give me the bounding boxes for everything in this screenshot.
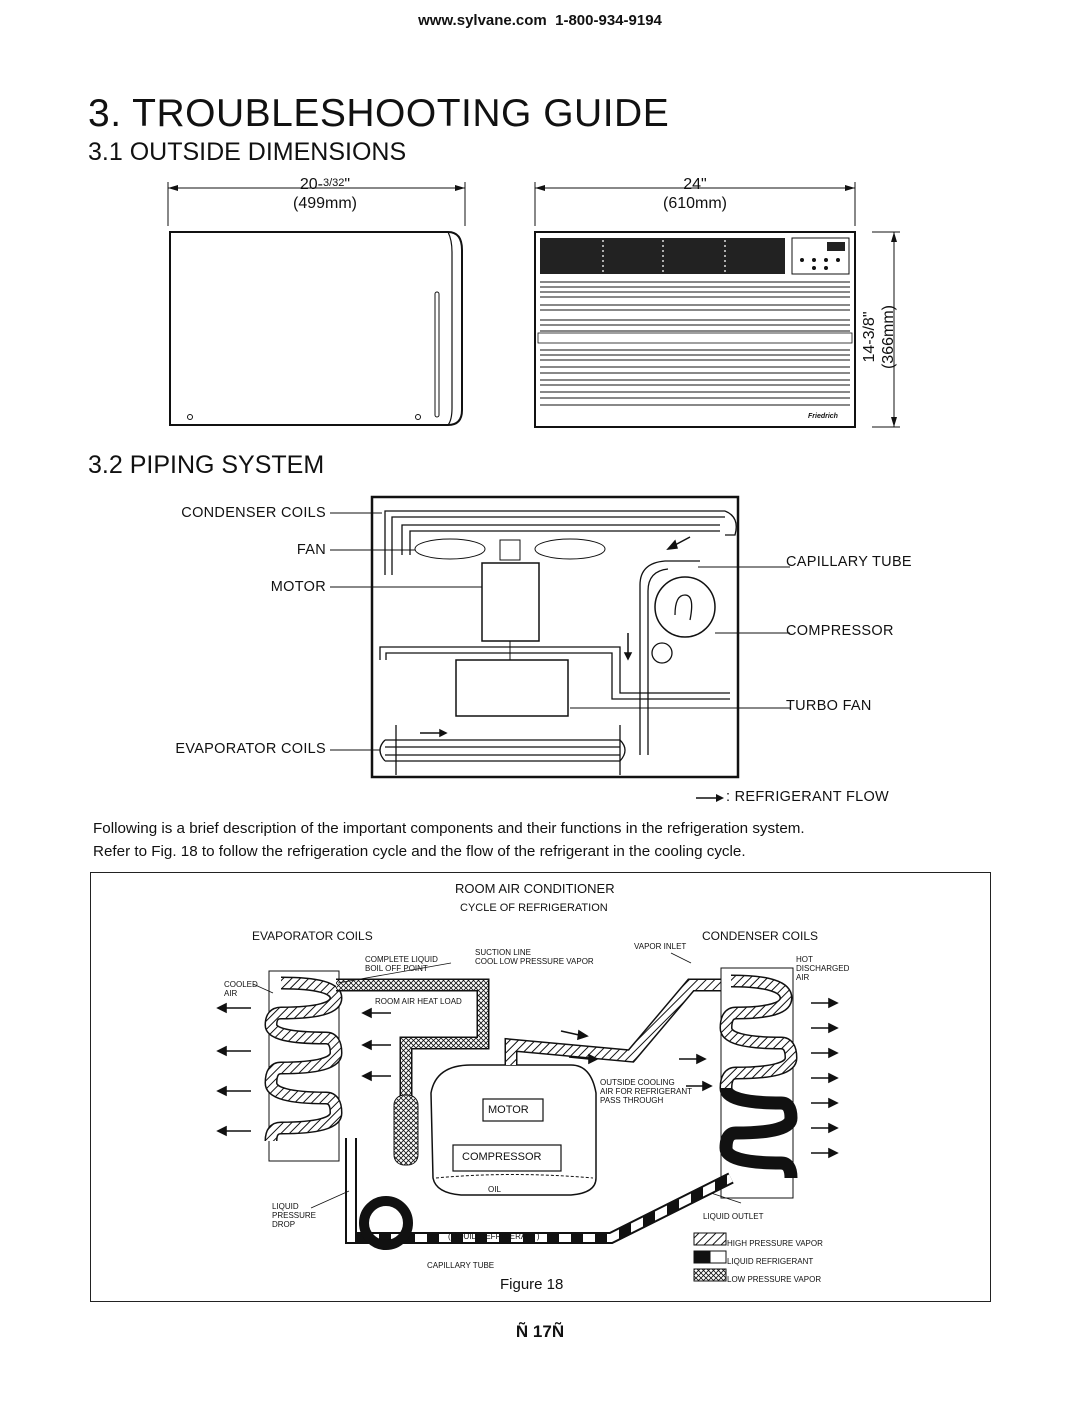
legend-high-pressure-vapor: HIGH PRESSURE VAPOR: [727, 1239, 823, 1248]
page-number: Ñ 17Ñ: [515, 1322, 565, 1341]
fig-label-liquid-outlet: LIQUID OUTLET: [703, 1212, 764, 1221]
fan-shape: [415, 539, 605, 560]
fig-label-compressor: COMPRESSOR: [462, 1151, 542, 1163]
piping-system-diagram: [330, 495, 790, 815]
fig-label-capillary-tube: CAPILLARY TUBE: [427, 1261, 495, 1270]
motor-shape: [482, 563, 539, 641]
fig-label-evaporator-coils: EVAPORATOR COILS: [252, 929, 373, 943]
turbo-fan-shape: [456, 660, 568, 716]
label-capillary-tube: CAPILLARY TUBE: [786, 554, 912, 570]
refrigerant-flow-arrow-icon: [694, 791, 726, 805]
description-paragraph: Following is a brief description of the important components and their functions in the refrigeration system. Refer to Fig. 18 to follow the refrigeration cycle and the flow of the refrigerant in the cooling cycle.: [93, 820, 805, 860]
figure-title: ROOM AIR CONDITIONER: [455, 881, 615, 896]
page-title: 3. TROUBLESHOOTING GUIDE: [88, 92, 670, 135]
fig-label-suction-line: SUCTION LINE COOL LOW PRESSURE VAPOR: [475, 948, 594, 966]
fig-label-complete-liquid: COMPLETE LIQUID BOIL OFF POINT: [365, 955, 438, 973]
compressor-body: [431, 1065, 596, 1195]
header-contact: [0, 12, 1080, 29]
legend-low-pressure-vapor: LOW PRESSURE VAPOR: [727, 1275, 822, 1284]
fig-label-room-air-heat-load: ROOM AIR HEAT LOAD: [375, 997, 462, 1006]
label-evaporator-coils: EVAPORATOR COILS: [175, 741, 326, 757]
label-condenser-coils: CONDENSER COILS: [181, 505, 326, 521]
figure-subtitle: CYCLE OF REFRIGERATION: [460, 902, 608, 914]
phone-number: 1-800-934-9194: [555, 12, 662, 29]
fig-label-liquid-pressure-drop: LIQUID PRESSURE DROP: [272, 1202, 317, 1229]
label-refrigerant-flow: : REFRIGERANT FLOW: [726, 789, 890, 805]
width-inches: 24": [683, 176, 707, 193]
fig-label-motor: MOTOR: [488, 1104, 529, 1116]
refrigeration-cycle-diagram: [91, 873, 990, 1301]
fig-label-hot-discharged-air: HOT DISCHARGED AIR: [796, 955, 850, 982]
section-heading-dimensions: 3.1 OUTSIDE DIMENSIONS: [88, 138, 407, 166]
side-view: [170, 232, 462, 425]
brand-logo: Friedrich: [808, 413, 838, 420]
section-heading-piping: 3.2 PIPING SYSTEM: [88, 451, 325, 479]
fig-label-condenser-coils: CONDENSER COILS: [702, 929, 819, 943]
fig-label-vapor-inlet: VAPOR INLET: [634, 942, 687, 951]
width-mm: (610mm): [662, 195, 727, 212]
legend-liquid-refrigerant: LIQUID REFRIGERANT: [727, 1257, 814, 1266]
site-url: www.sylvane.com: [418, 12, 547, 29]
front-view: [535, 232, 855, 427]
depth-inches: 20-3/32": [299, 176, 351, 193]
fig-label-liquid-refrigerant: (LIQUID REFRIGERANT): [448, 1232, 540, 1241]
fig-label-cooled-air: COOLED AIR: [224, 980, 258, 998]
depth-mm: (499mm): [292, 195, 357, 212]
label-turbo-fan: TURBO FAN: [786, 698, 872, 714]
label-compressor: COMPRESSOR: [786, 623, 894, 639]
height-dimension-label: 14-3/8" (366mm): [861, 305, 897, 370]
fig-label-oil: OIL: [488, 1185, 501, 1194]
figure-caption: Figure 18: [500, 1276, 564, 1293]
label-fan: FAN: [296, 542, 326, 558]
label-motor: MOTOR: [270, 579, 326, 595]
fig-label-outside-cooling: OUTSIDE COOLING AIR FOR REFRIGERANT PASS THROUGH: [600, 1078, 693, 1105]
